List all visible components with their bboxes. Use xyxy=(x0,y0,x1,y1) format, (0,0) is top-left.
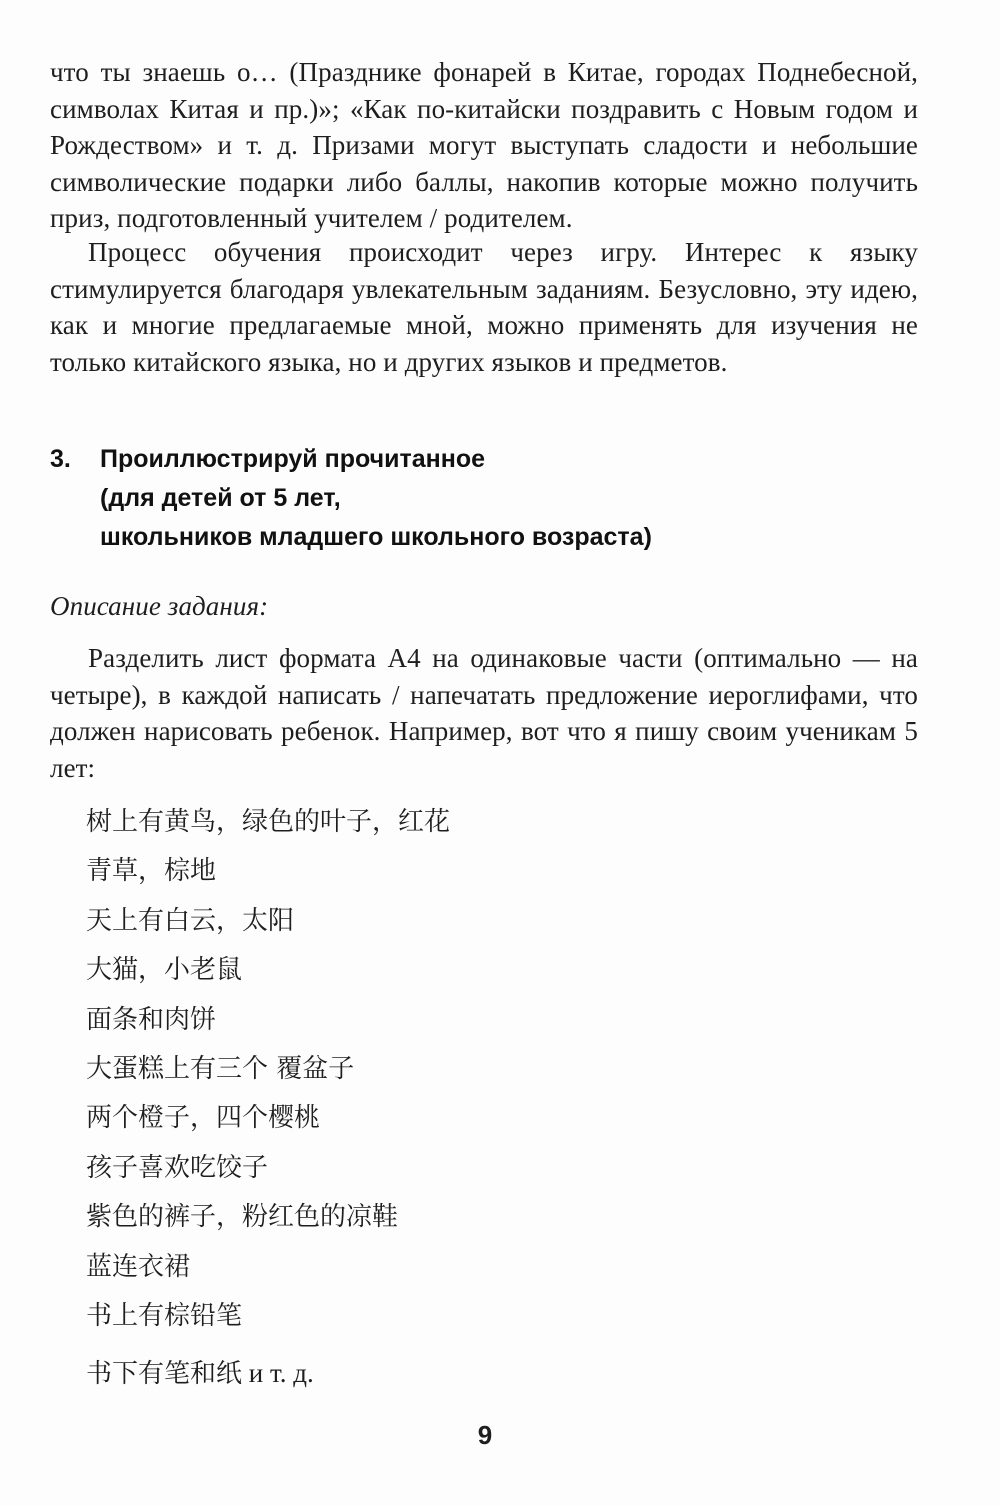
example-sentence: 大蛋糕上有三个 覆盆子 xyxy=(86,1053,355,1084)
example-sentences-list xyxy=(86,802,450,1403)
section-title-line-2: (для детей от 5 лет, xyxy=(100,484,341,512)
section-title-line-1: Проиллюстрируй прочитанное xyxy=(100,445,486,473)
example-sentence: 天上有白云，太阳 xyxy=(86,905,295,936)
example-sentence: 紫色的裤子，粉红色的凉鞋 xyxy=(86,1202,399,1233)
paragraph-learning-process: Процесс обучения происходит через игру. Интерес к языку стимулируется благодаря увлекательным заданиям. Безусловно, эту идею, как и многие предлагаемые мной, можно применять для изучения не только китайского языка, но и других языков и предметов. xyxy=(50,237,918,377)
section-title-line-3: школьников младшего школьного возраста) xyxy=(100,523,652,551)
example-sentence: 书上有棕铅笔 xyxy=(86,1300,243,1331)
example-sentence-chinese: 书下有笔和纸 xyxy=(86,1359,243,1390)
page-number: 9 xyxy=(477,1420,493,1450)
example-sentence: 面条和肉饼 xyxy=(86,1004,217,1035)
example-sentence: 两个橙子，四个樱桃 xyxy=(86,1103,321,1134)
paragraph-intro-continuation: что ты знаешь о… (Празднике фонарей в Китае, городах Поднебесной, символах Китая и пр.)»; «Как по-китайски поздравить с Новым годом и Рождеством» и т. д. Призами могут выступать сладости и небольшие символические подарки либо баллы, накопив которые можно получить приз, подготовленный учителем / родителем. xyxy=(50,57,918,234)
section-heading xyxy=(50,440,652,557)
example-sentence-last xyxy=(86,1353,450,1402)
example-sentence: 孩子喜欢吃饺子 xyxy=(86,1152,269,1183)
task-description-label: Описание задания: xyxy=(50,591,269,621)
example-sentence: 树上有黄鸟，绿色的叶子，红花 xyxy=(86,807,451,837)
example-sentence: 青草，棕地 xyxy=(86,856,217,887)
example-sentence-etc: и т. д. xyxy=(242,1358,314,1389)
paragraph-task-description: Разделить лист формата А4 на одинаковые части (оптимально — на четыре), в каждой написать / напечатать предложение иероглифами, что должен нарисовать ребенок. Например, вот что я пишу своим ученикам 5 лет: xyxy=(50,643,918,783)
section-number: 3. xyxy=(50,445,71,473)
example-sentence: 大猫，小老鼠 xyxy=(86,955,243,986)
example-sentence: 蓝连衣裙 xyxy=(86,1251,191,1282)
